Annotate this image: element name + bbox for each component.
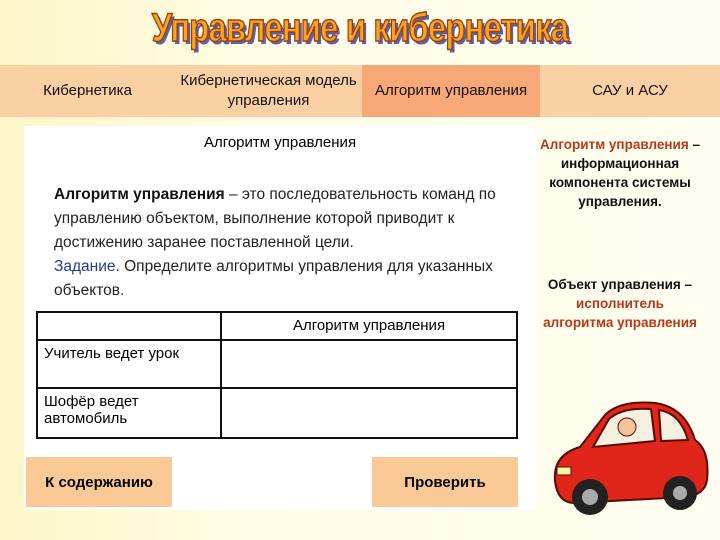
red-car-illustration <box>545 385 715 530</box>
algorithm-table <box>36 311 518 439</box>
tab-cybernetic-model[interactable]: Кибернетическая модель управления <box>180 72 357 109</box>
side-note-algorithm <box>540 135 700 211</box>
definition-text <box>54 183 534 303</box>
definition-term: Алгоритм управления <box>54 186 225 203</box>
side-note-term: Объект управления – <box>547 277 693 292</box>
answer-cell[interactable] <box>221 388 517 438</box>
side-note-object <box>540 275 700 332</box>
task-text: . Определите алгоритмы управления для указанных объектов. <box>54 258 493 299</box>
tab-cybernetics[interactable]: Кибернетика <box>43 82 132 99</box>
side-note-text: исполнитель алгоритма управления <box>543 296 697 330</box>
table-row <box>37 340 517 388</box>
nav-bar <box>0 65 720 117</box>
task-label: Задание <box>54 258 116 275</box>
answer-cell[interactable] <box>221 340 517 388</box>
definition-body: – это последовательность команд по управлению объектом, выполнение которой приводит к достижению заранее поставленной цели. <box>54 186 496 251</box>
contents-button[interactable]: К содержанию <box>26 457 172 507</box>
check-button[interactable]: Проверить <box>372 457 518 507</box>
row-label: Шофёр ведет автомобиль <box>37 388 221 438</box>
table-header: Алгоритм управления <box>221 312 517 340</box>
side-note-term: Алгоритм управления <box>540 137 689 152</box>
tab-sau-asu[interactable]: САУ и АСУ <box>592 82 668 99</box>
panel-heading: Алгоритм управления <box>203 134 357 151</box>
content-panel <box>24 126 536 510</box>
table-row <box>37 388 517 438</box>
row-label: Учитель ведет урок <box>37 340 221 388</box>
tab-control-algorithm[interactable]: Алгоритм управления <box>362 65 540 117</box>
slide-title: Управление и кибернетика <box>151 6 569 50</box>
side-note-text: – информационная компонента системы управления. <box>549 137 700 209</box>
table-corner-cell <box>37 312 221 340</box>
